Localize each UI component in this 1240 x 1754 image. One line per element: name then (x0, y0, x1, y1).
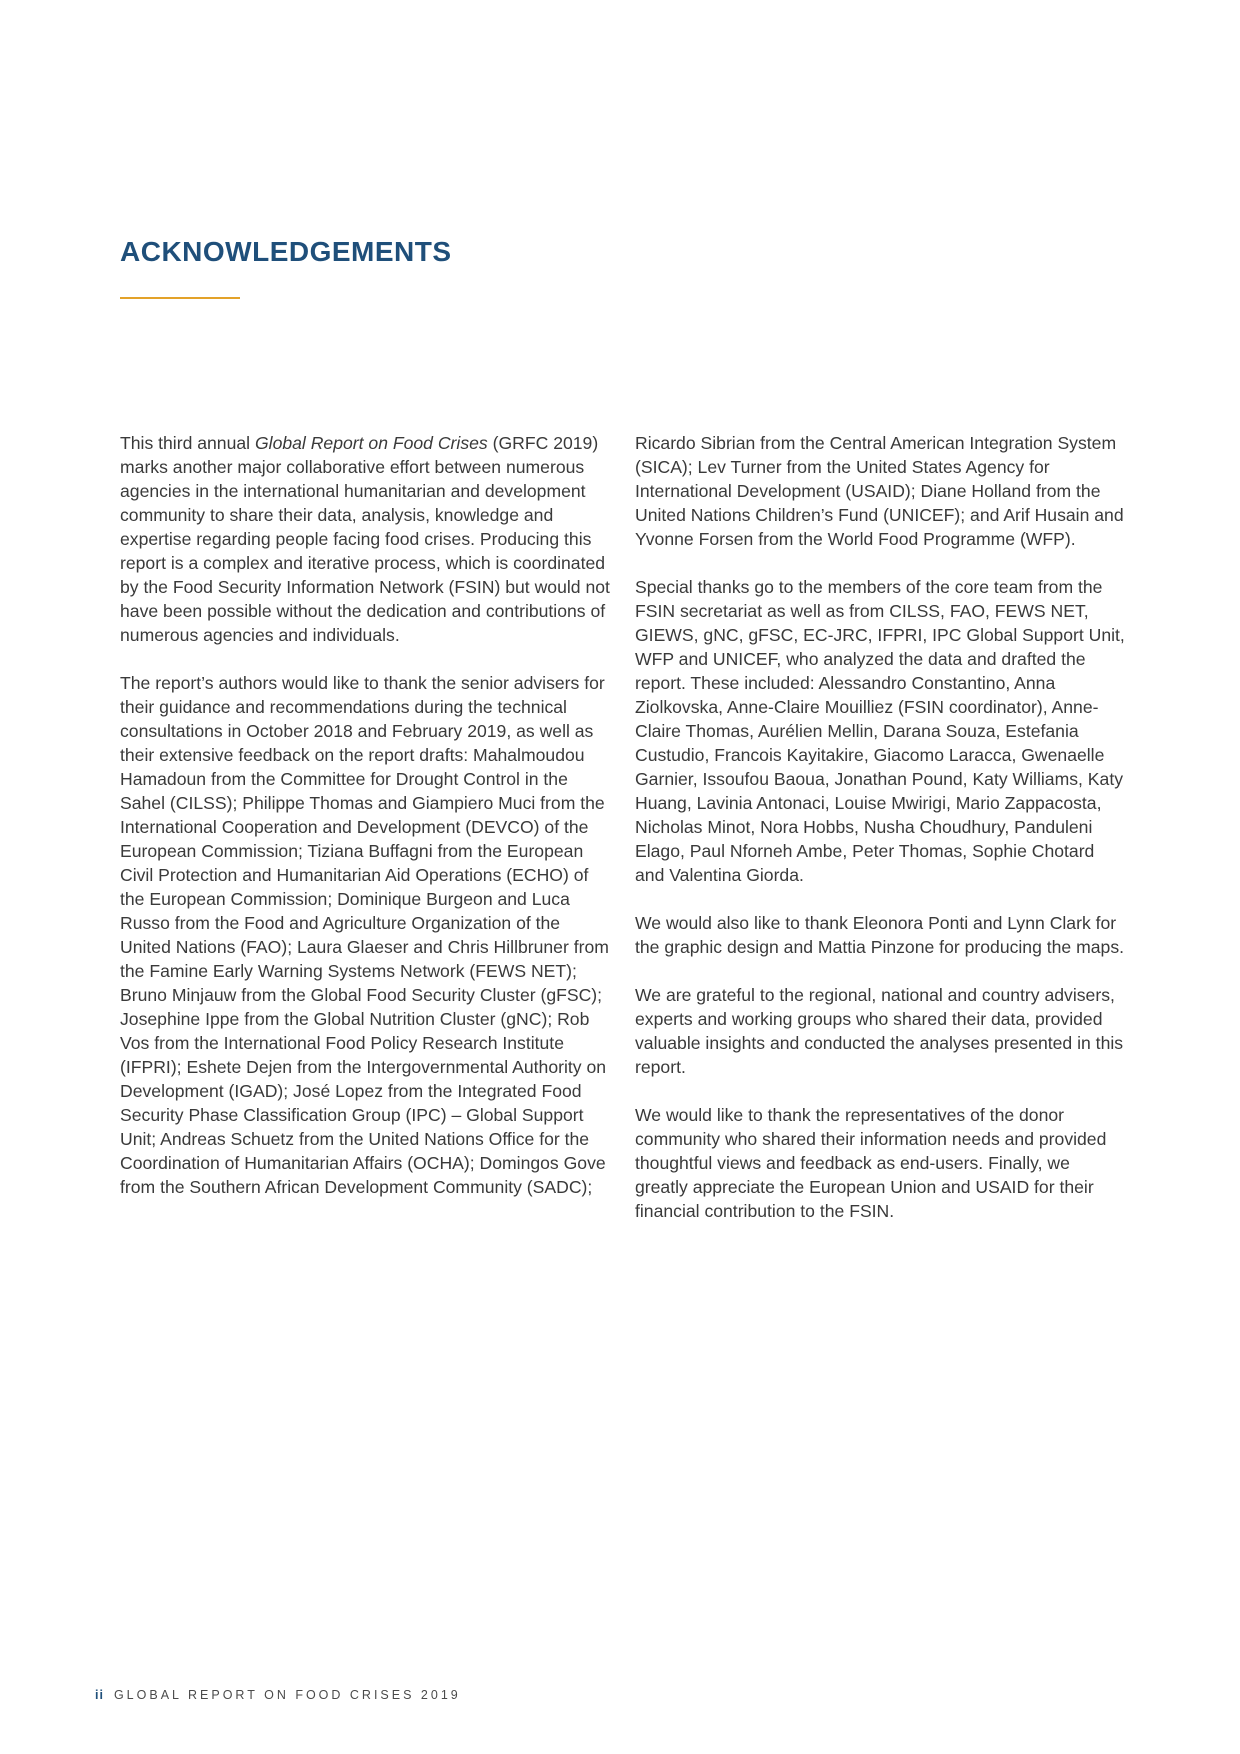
page-footer (95, 1688, 461, 1702)
page-title: ACKNOWLEDGEMENTS (120, 236, 452, 267)
donor-community-paragraph: We would like to thank the representatives of the donor community who shared their information needs and provided thoughtful views and feedback as end-users. Finally, we greatly appreciate the European Union and USAID for their financial contribution to the FSIN. (635, 1105, 1107, 1221)
intro-paragraph (120, 431, 612, 647)
right-text-column (635, 431, 1127, 1223)
title-underline-rule (120, 297, 240, 299)
running-title: GLOBAL REPORT ON FOOD CRISES 2019 (113, 1688, 461, 1702)
regional-advisers-paragraph: We are grateful to the regional, national and country advisers, experts and working groups who shared their data, provided valuable insights and conducted the analyses presented in this report. (635, 985, 1124, 1077)
intro-text-rest: (GRFC 2019) marks another major collaborative effort between numerous agencies in the international humanitarian and development community to share their data, analysis, knowledge and expertise regarding people facing food crises. Producing this report is a complex and iterative process, which is coordinated by the Food Security Information Network (FSIN) but would not have been possible without the dedication and contributions of numerous agencies and individuals. (120, 433, 610, 645)
report-title-italic: Global Report on Food Crises (254, 433, 488, 453)
intro-text: This third annual (120, 433, 255, 453)
senior-advisers-continued-paragraph: Ricardo Sibrian from the Central American Integration System (SICA); Lev Turner from the United States Agency for International Development (USAID); Diane Holland from the United Nations Children’s Fund (UNICEF); and Arif Husain and Yvonne Forsen from the World Food Programme (WFP). (635, 433, 1124, 549)
senior-advisers-paragraph: The report’s authors would like to thank the senior advisers for their guidance and recommendations during the technical consultations in October 2018 and February 2019, as well as their extensive feedback on the report drafts: Mahalmoudou Hamadoun from the Committee for Drought Control in the Sahel (CILSS); Philippe Thomas and Giampiero Muci from the International Cooperation and Development (DEVCO) of the European Commission; Tiziana Buffagni from the European Civil Protection and Humanitarian Aid Operations (ECHO) of the European Commission; Dominique Burgeon and Luca Russo from the Food and Agriculture Organization of the United Nations (FAO); Laura Glaeser and Chris Hillbruner from the Famine Early Warning Systems Network (FEWS NET); Bruno Minjauw from the Global Food Security Cluster (gFSC); Josephine Ippe from the Global Nutrition Cluster (gNC); Rob Vos from the International Food Policy Research Institute (IFPRI); Eshete Dejen from the Intergovernmental Authority on Development (IGAD); José Lopez from the Integrated Food Security Phase Classification Group (IPC) – Global Support Unit; Andreas Schuetz from the United Nations Office for the Coordination of Humanitarian Affairs (OCHA); Domingos Gove from the Southern African Development Community (SADC); (120, 673, 609, 1197)
left-text-column (120, 431, 612, 1199)
design-credits-paragraph: We would also like to thank Eleonora Ponti and Lynn Clark for the graphic design and Mattia Pinzone for producing the maps. (635, 913, 1125, 957)
page-number: ii (95, 1688, 104, 1702)
core-team-paragraph: Special thanks go to the members of the core team from the FSIN secretariat as well as from CILSS, FAO, FEWS NET, GIEWS, gNC, gFSC, EC-JRC, IFPRI, IPC Global Support Unit, WFP and UNICEF, who analyzed the data and drafted the report. These included: Alessandro Constantino, Anna Ziolkovska, Anne-Claire Mouilliez (FSIN coordinator), Anne-Claire Thomas, Aurélien Mellin, Darana Souza, Estefania Custudio, Francois Kayitakire, Giacomo Laracca, Gwenaelle Garnier, Issoufou Baoua, Jonathan Pound, Katy Williams, Katy Huang, Lavinia Antonaci, Louise Mwirigi, Mario Zappacosta, Nicholas Minot, Nora Hobbs, Nusha Choudhury, Panduleni Elago, Paul Nforneh Ambe, Peter Thomas, Sophie Chotard and Valentina Giorda. (635, 577, 1125, 885)
